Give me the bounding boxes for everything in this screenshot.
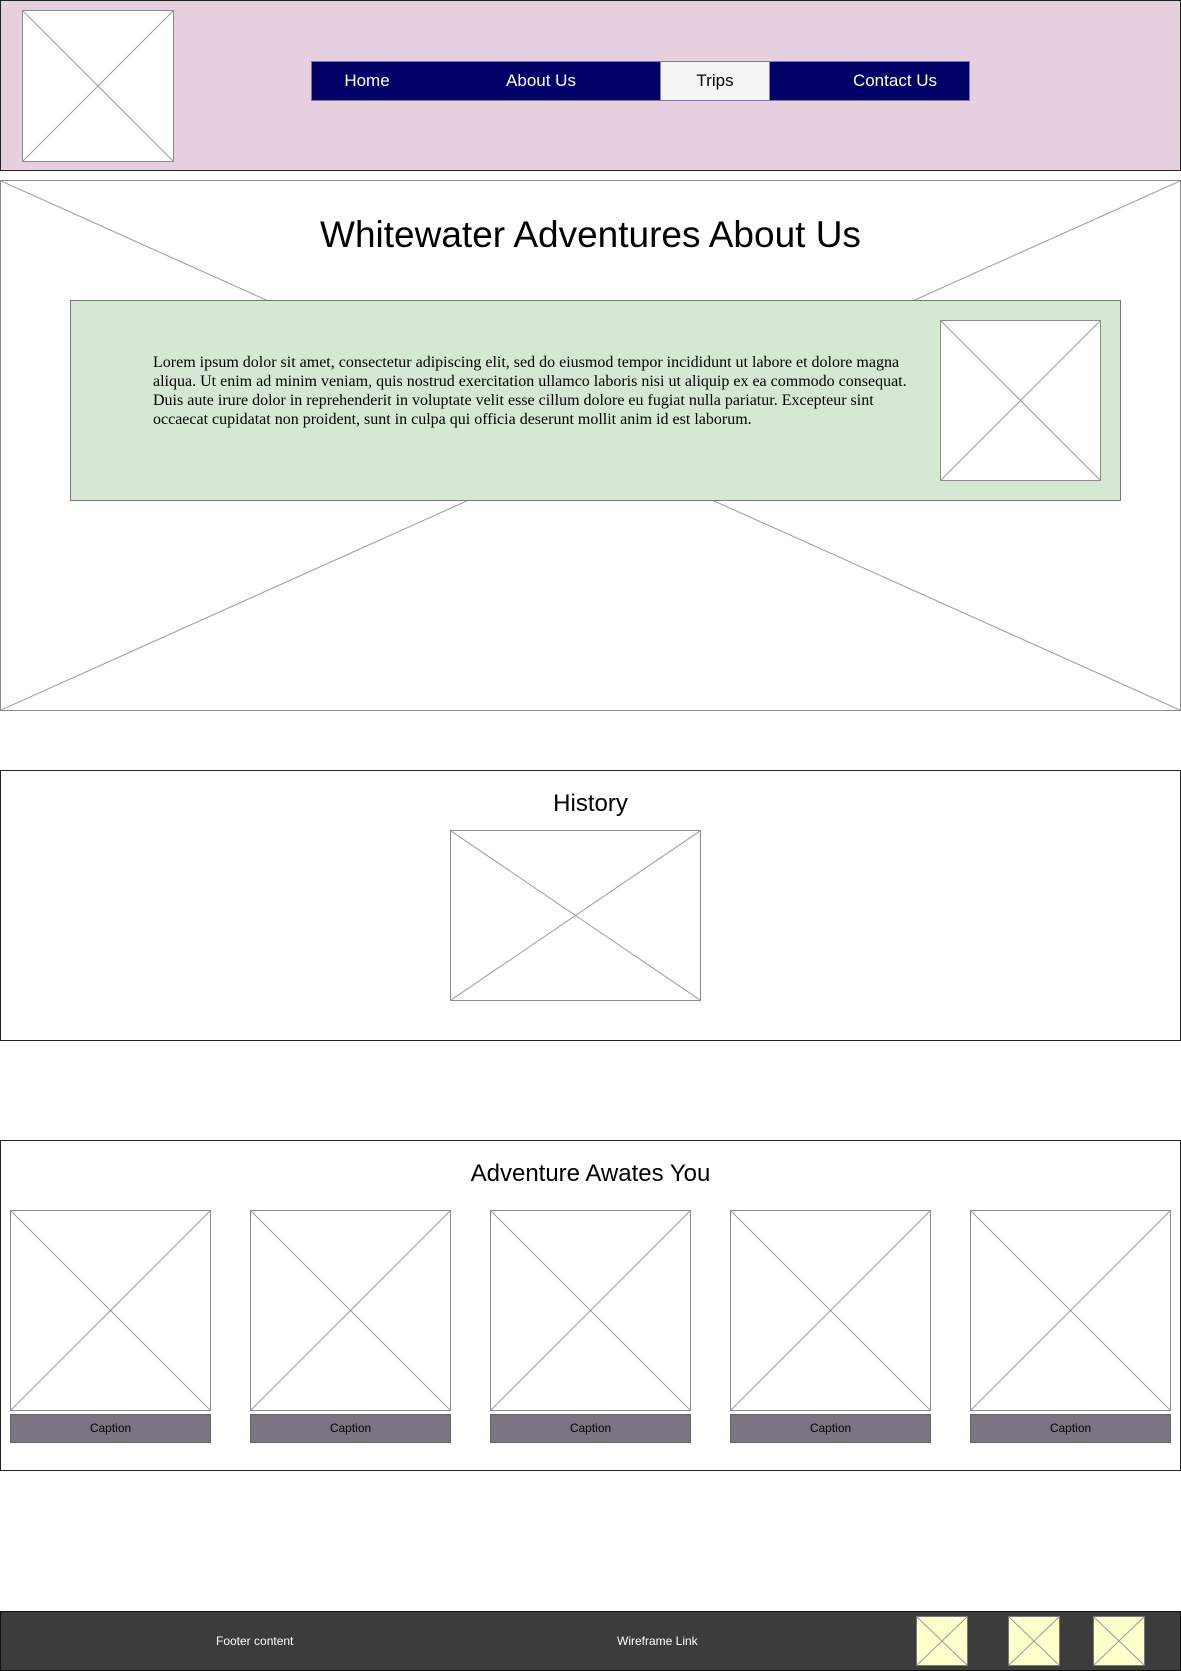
adventure-image-placeholder-icon[interactable] xyxy=(10,1210,211,1411)
adventure-caption[interactable]: Caption xyxy=(970,1414,1171,1443)
footer-wireframe-link[interactable]: Wireframe Link xyxy=(617,1634,698,1648)
logo-image-placeholder-icon[interactable] xyxy=(22,10,174,162)
about-image-placeholder-icon[interactable] xyxy=(940,320,1101,481)
adventure-image-placeholder-icon[interactable] xyxy=(250,1210,451,1411)
adventure-caption[interactable]: Caption xyxy=(250,1414,451,1443)
social-icon-1[interactable] xyxy=(916,1616,968,1666)
nav-home[interactable]: Home xyxy=(344,71,390,90)
page-title: Whitewater Adventures About Us xyxy=(320,214,861,255)
site-footer xyxy=(0,1611,1181,1671)
about-content-box xyxy=(70,300,1121,501)
adventure-caption[interactable]: Caption xyxy=(730,1414,931,1443)
adventures-title: Adventure Awates You xyxy=(470,1160,711,1187)
adventure-image-placeholder-icon[interactable] xyxy=(730,1210,931,1411)
footer-content: Footer content xyxy=(216,1634,294,1648)
adventure-image-placeholder-icon[interactable] xyxy=(970,1210,1171,1411)
site-header xyxy=(0,0,1181,171)
social-icon-3[interactable] xyxy=(1093,1616,1145,1666)
history-image-placeholder-icon[interactable] xyxy=(450,830,701,1001)
social-icon-2[interactable] xyxy=(1008,1616,1060,1666)
nav-about-us[interactable]: About Us xyxy=(506,71,576,90)
nav-contact-us[interactable]: Contact Us xyxy=(852,71,938,90)
adventure-caption[interactable]: Caption xyxy=(10,1414,211,1443)
main-nav xyxy=(311,61,970,101)
adventure-image-placeholder-icon[interactable] xyxy=(490,1210,691,1411)
about-paragraph: Lorem ipsum dolor sit amet, consectetur adipiscing elit, sed do eiusmod tempor incididunt ut labore et dolore magna aliqua. Ut enim ad minim veniam, quis nostrud exercitation ullamco laboris nisi ut aliquip ex ea commodo consequat. Duis aute irure dolor in reprehenderit in voluptate velit esse cillum dolore eu fugiat nulla pariatur. Excepteur sint occaecat cupidatat non proident, sunt in culpa qui officia deserunt mollit anim id est laborum. xyxy=(153,354,907,428)
history-title: History xyxy=(553,790,628,817)
adventure-caption[interactable]: Caption xyxy=(490,1414,691,1443)
nav-trips[interactable]: Trips xyxy=(660,62,770,100)
